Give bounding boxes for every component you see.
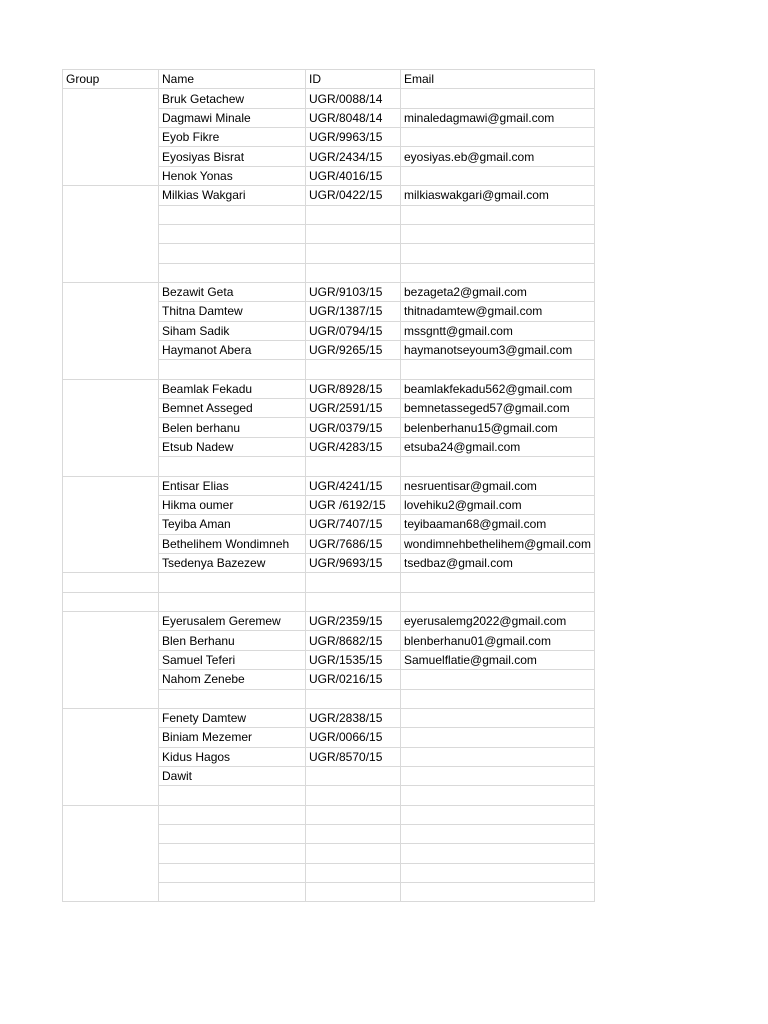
table-header xyxy=(63,70,595,89)
table-row xyxy=(63,379,595,398)
group-cell[interactable] xyxy=(63,573,159,592)
table-row xyxy=(63,805,595,824)
name-cell[interactable]: Eyob Fikre xyxy=(159,128,306,147)
email-cell[interactable]: wondimnehbethelihem@gmail.com xyxy=(401,534,595,553)
name-cell[interactable]: Milkias Wakgari xyxy=(159,186,306,205)
name-cell[interactable]: Eyerusalem Geremew xyxy=(159,612,306,631)
name-cell[interactable] xyxy=(159,689,306,708)
name-cell[interactable]: Entisar Elias xyxy=(159,476,306,495)
name-cell[interactable]: Bruk Getachew xyxy=(159,89,306,108)
id-cell[interactable]: UGR/2359/15 xyxy=(306,612,401,631)
name-cell[interactable] xyxy=(159,573,306,592)
email-cell[interactable] xyxy=(401,747,595,766)
id-cell[interactable] xyxy=(306,263,401,282)
table-row xyxy=(63,573,595,592)
name-cell[interactable]: Henok Yonas xyxy=(159,166,306,185)
email-cell[interactable] xyxy=(401,766,595,785)
email-cell[interactable]: eyerusalemg2022@gmail.com xyxy=(401,612,595,631)
id-cell[interactable]: UGR/8682/15 xyxy=(306,631,401,650)
id-cell[interactable] xyxy=(306,883,401,902)
email-cell[interactable]: bezageta2@gmail.com xyxy=(401,282,595,301)
email-cell[interactable] xyxy=(401,805,595,824)
email-cell[interactable]: bemnetasseged57@gmail.com xyxy=(401,399,595,418)
email-cell[interactable] xyxy=(401,844,595,863)
name-cell[interactable]: Siham Sadik xyxy=(159,321,306,340)
name-cell[interactable]: Dawit xyxy=(159,766,306,785)
id-cell[interactable]: UGR/7686/15 xyxy=(306,534,401,553)
table-row xyxy=(63,282,595,301)
email-cell[interactable]: tsedbaz@gmail.com xyxy=(401,553,595,572)
name-cell[interactable]: Bemnet Asseged xyxy=(159,399,306,418)
group-cell[interactable] xyxy=(63,592,159,611)
email-cell[interactable]: thitnadamtew@gmail.com xyxy=(401,302,595,321)
email-cell[interactable]: blenberhanu01@gmail.com xyxy=(401,631,595,650)
table-row xyxy=(63,592,595,611)
name-cell[interactable]: Samuel Teferi xyxy=(159,650,306,669)
id-cell[interactable] xyxy=(306,863,401,882)
name-cell[interactable]: Bethelihem Wondimneh xyxy=(159,534,306,553)
id-cell[interactable] xyxy=(306,360,401,379)
id-cell[interactable]: UGR/2434/15 xyxy=(306,147,401,166)
id-cell[interactable]: UGR/0088/14 xyxy=(306,89,401,108)
name-cell[interactable] xyxy=(159,883,306,902)
name-cell[interactable] xyxy=(159,360,306,379)
id-cell[interactable] xyxy=(306,244,401,263)
table-row xyxy=(63,708,595,727)
email-cell[interactable] xyxy=(401,244,595,263)
id-cell[interactable]: UGR/4016/15 xyxy=(306,166,401,185)
group-cell[interactable] xyxy=(63,379,159,476)
name-cell[interactable]: Blen Berhanu xyxy=(159,631,306,650)
name-cell[interactable]: Belen berhanu xyxy=(159,418,306,437)
id-cell[interactable] xyxy=(306,786,401,805)
email-cell[interactable] xyxy=(401,592,595,611)
name-cell[interactable] xyxy=(159,863,306,882)
table-row xyxy=(63,476,595,495)
name-cell[interactable] xyxy=(159,224,306,243)
email-cell[interactable] xyxy=(401,883,595,902)
group-cell[interactable] xyxy=(63,186,159,283)
header-email[interactable]: Email xyxy=(401,70,595,89)
id-cell[interactable] xyxy=(306,457,401,476)
id-cell[interactable]: UGR/0216/15 xyxy=(306,670,401,689)
table-row xyxy=(63,612,595,631)
email-cell[interactable] xyxy=(401,708,595,727)
id-cell[interactable]: UGR/1387/15 xyxy=(306,302,401,321)
header-group[interactable]: Group xyxy=(63,70,159,89)
email-cell[interactable]: mssgntt@gmail.com xyxy=(401,321,595,340)
id-cell[interactable] xyxy=(306,205,401,224)
id-cell[interactable]: UGR/8570/15 xyxy=(306,747,401,766)
name-cell[interactable]: Beamlak Fekadu xyxy=(159,379,306,398)
id-cell[interactable]: UGR/0066/15 xyxy=(306,728,401,747)
name-cell[interactable]: Biniam Mezemer xyxy=(159,728,306,747)
email-cell[interactable] xyxy=(401,863,595,882)
name-cell[interactable] xyxy=(159,263,306,282)
name-cell[interactable]: Tsedenya Bazezew xyxy=(159,553,306,572)
email-cell[interactable] xyxy=(401,89,595,108)
email-cell[interactable]: teyibaaman68@gmail.com xyxy=(401,515,595,534)
id-cell[interactable]: UGR/0794/15 xyxy=(306,321,401,340)
group-cell[interactable] xyxy=(63,89,159,186)
id-cell[interactable] xyxy=(306,689,401,708)
name-cell[interactable]: Fenety Damtew xyxy=(159,708,306,727)
name-cell[interactable]: Hikma oumer xyxy=(159,495,306,514)
email-cell[interactable] xyxy=(401,360,595,379)
id-cell[interactable]: UGR/4283/15 xyxy=(306,437,401,456)
name-cell[interactable]: Eyosiyas Bisrat xyxy=(159,147,306,166)
id-cell[interactable] xyxy=(306,844,401,863)
name-cell[interactable] xyxy=(159,805,306,824)
group-cell[interactable] xyxy=(63,805,159,902)
id-cell[interactable]: UGR/0422/15 xyxy=(306,186,401,205)
name-cell[interactable]: Etsub Nadew xyxy=(159,437,306,456)
email-cell[interactable] xyxy=(401,786,595,805)
email-cell[interactable]: haymanotseyoum3@gmail.com xyxy=(401,341,595,360)
email-cell[interactable] xyxy=(401,689,595,708)
name-cell[interactable] xyxy=(159,205,306,224)
id-cell[interactable]: UGR /6192/15 xyxy=(306,495,401,514)
id-cell[interactable]: UGR/1535/15 xyxy=(306,650,401,669)
email-cell[interactable] xyxy=(401,205,595,224)
spreadsheet-table xyxy=(62,69,595,902)
name-cell[interactable] xyxy=(159,457,306,476)
email-cell[interactable]: eyosiyas.eb@gmail.com xyxy=(401,147,595,166)
name-cell[interactable]: Teyiba Aman xyxy=(159,515,306,534)
id-cell[interactable] xyxy=(306,573,401,592)
email-cell[interactable]: minaledagmawi@gmail.com xyxy=(401,108,595,127)
group-cell[interactable] xyxy=(63,476,159,573)
header-name[interactable]: Name xyxy=(159,70,306,89)
email-cell[interactable] xyxy=(401,670,595,689)
id-cell[interactable]: UGR/7407/15 xyxy=(306,515,401,534)
id-cell[interactable] xyxy=(306,224,401,243)
email-cell[interactable] xyxy=(401,457,595,476)
email-cell[interactable] xyxy=(401,728,595,747)
id-cell[interactable] xyxy=(306,805,401,824)
header-id[interactable]: ID xyxy=(306,70,401,89)
email-cell[interactable]: beamlakfekadu562@gmail.com xyxy=(401,379,595,398)
name-cell[interactable]: Bezawit Geta xyxy=(159,282,306,301)
name-cell[interactable] xyxy=(159,786,306,805)
email-cell[interactable] xyxy=(401,128,595,147)
id-cell[interactable]: UGR/4241/15 xyxy=(306,476,401,495)
group-cell[interactable] xyxy=(63,612,159,709)
email-cell[interactable]: milkiaswakgari@gmail.com xyxy=(401,186,595,205)
email-cell[interactable] xyxy=(401,573,595,592)
id-cell[interactable]: UGR/2591/15 xyxy=(306,399,401,418)
id-cell[interactable]: UGR/8928/15 xyxy=(306,379,401,398)
email-cell[interactable] xyxy=(401,224,595,243)
id-cell[interactable]: UGR/2838/15 xyxy=(306,708,401,727)
id-cell[interactable]: UGR/9103/15 xyxy=(306,282,401,301)
email-cell[interactable]: belenberhanu15@gmail.com xyxy=(401,418,595,437)
name-cell[interactable] xyxy=(159,244,306,263)
email-cell[interactable]: lovehiku2@gmail.com xyxy=(401,495,595,514)
name-cell[interactable]: Dagmawi Minale xyxy=(159,108,306,127)
name-cell[interactable] xyxy=(159,592,306,611)
name-cell[interactable] xyxy=(159,825,306,844)
name-cell[interactable] xyxy=(159,844,306,863)
id-cell[interactable] xyxy=(306,766,401,785)
table-row xyxy=(63,89,595,108)
group-cell[interactable] xyxy=(63,708,159,805)
id-cell[interactable]: UGR/9963/15 xyxy=(306,128,401,147)
email-cell[interactable]: Samuelflatie@gmail.com xyxy=(401,650,595,669)
id-cell[interactable]: UGR/0379/15 xyxy=(306,418,401,437)
table-row xyxy=(63,186,595,205)
id-cell[interactable]: UGR/9693/15 xyxy=(306,553,401,572)
id-cell[interactable]: UGR/9265/15 xyxy=(306,341,401,360)
name-cell[interactable]: Nahom Zenebe xyxy=(159,670,306,689)
header-row xyxy=(63,70,595,89)
email-cell[interactable] xyxy=(401,825,595,844)
email-cell[interactable]: nesruentisar@gmail.com xyxy=(401,476,595,495)
email-cell[interactable] xyxy=(401,166,595,185)
email-cell[interactable] xyxy=(401,263,595,282)
group-cell[interactable] xyxy=(63,282,159,379)
id-cell[interactable] xyxy=(306,825,401,844)
email-cell[interactable]: etsuba24@gmail.com xyxy=(401,437,595,456)
table-body xyxy=(63,89,595,902)
name-cell[interactable]: Thitna Damtew xyxy=(159,302,306,321)
name-cell[interactable]: Kidus Hagos xyxy=(159,747,306,766)
id-cell[interactable] xyxy=(306,592,401,611)
name-cell[interactable]: Haymanot Abera xyxy=(159,341,306,360)
id-cell[interactable]: UGR/8048/14 xyxy=(306,108,401,127)
